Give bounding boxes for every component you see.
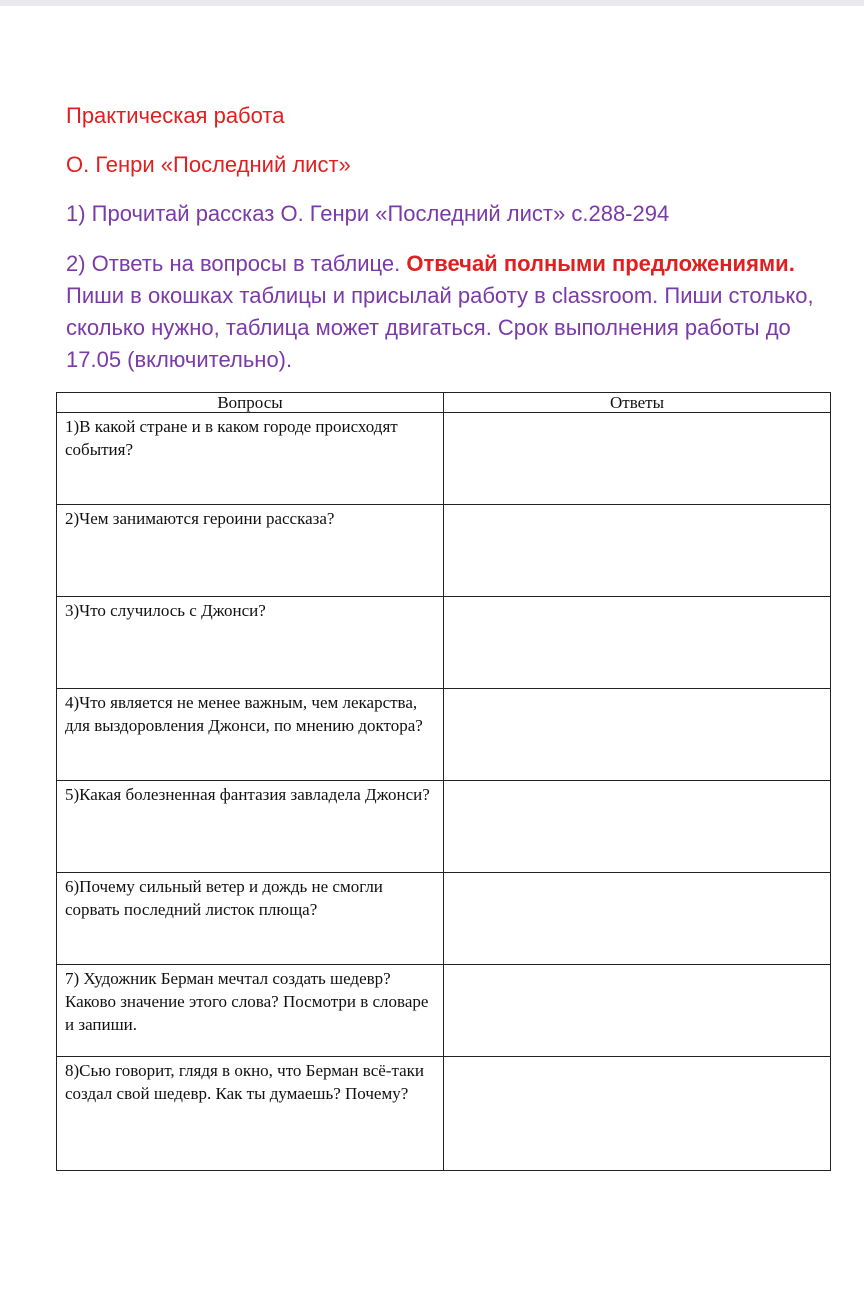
answer-cell[interactable] <box>444 873 831 965</box>
task-2-intro: 2) Ответь на вопросы в таблице. <box>66 251 407 276</box>
task-2 <box>66 248 841 376</box>
document-subtitle: О. Генри «Последний лист» <box>66 152 351 177</box>
question-cell: 4)Что является не менее важным, чем лекарства, для выздоровления Джонси, по мнению доктора? <box>57 689 444 781</box>
answer-cell[interactable] <box>444 965 831 1057</box>
table-row <box>57 597 831 689</box>
task-2-details: Пиши в окошках таблицы и присылай работу в classroom. Пиши столько, сколько нужно, таблица может двигаться. Срок выполнения работы до 17.05 (включительно). <box>66 283 814 372</box>
top-band <box>0 0 864 6</box>
document-title: Практическая работа <box>66 103 285 128</box>
table-row <box>57 689 831 781</box>
header-questions: Вопросы <box>57 393 444 413</box>
answer-cell[interactable] <box>444 505 831 597</box>
table-row <box>57 781 831 873</box>
questions-table <box>56 392 831 1171</box>
question-cell: 1)В какой стране и в каком городе происходят события? <box>57 413 444 505</box>
answer-cell[interactable] <box>444 689 831 781</box>
answer-cell[interactable] <box>444 1057 831 1171</box>
task-1: 1) Прочитай рассказ О. Генри «Последний лист» с.288-294 <box>66 201 670 226</box>
question-cell: 2)Чем занимаются героини рассказа? <box>57 505 444 597</box>
answer-cell[interactable] <box>444 597 831 689</box>
question-cell: 6)Почему сильный ветер и дождь не смогли сорвать последний листок плюща? <box>57 873 444 965</box>
table-header-row <box>57 393 831 413</box>
answer-cell[interactable] <box>444 781 831 873</box>
question-cell: 7) Художник Берман мечтал создать шедевр? Каково значение этого слова? Посмотри в словаре и запиши. <box>57 965 444 1057</box>
task-2-emphasis: Отвечай полными предложениями. <box>406 251 795 276</box>
table-row <box>57 965 831 1057</box>
table-row <box>57 413 831 505</box>
question-cell: 5)Какая болезненная фантазия завладела Джонси? <box>57 781 444 873</box>
question-cell: 8)Сью говорит, глядя в окно, что Берман всё-таки создал свой шедевр. Как ты думаешь? Почему? <box>57 1057 444 1171</box>
table-row <box>57 505 831 597</box>
header-answers: Ответы <box>444 393 831 413</box>
table-row <box>57 873 831 965</box>
question-cell: 3)Что случилось с Джонси? <box>57 597 444 689</box>
answer-cell[interactable] <box>444 413 831 505</box>
table-row <box>57 1057 831 1171</box>
